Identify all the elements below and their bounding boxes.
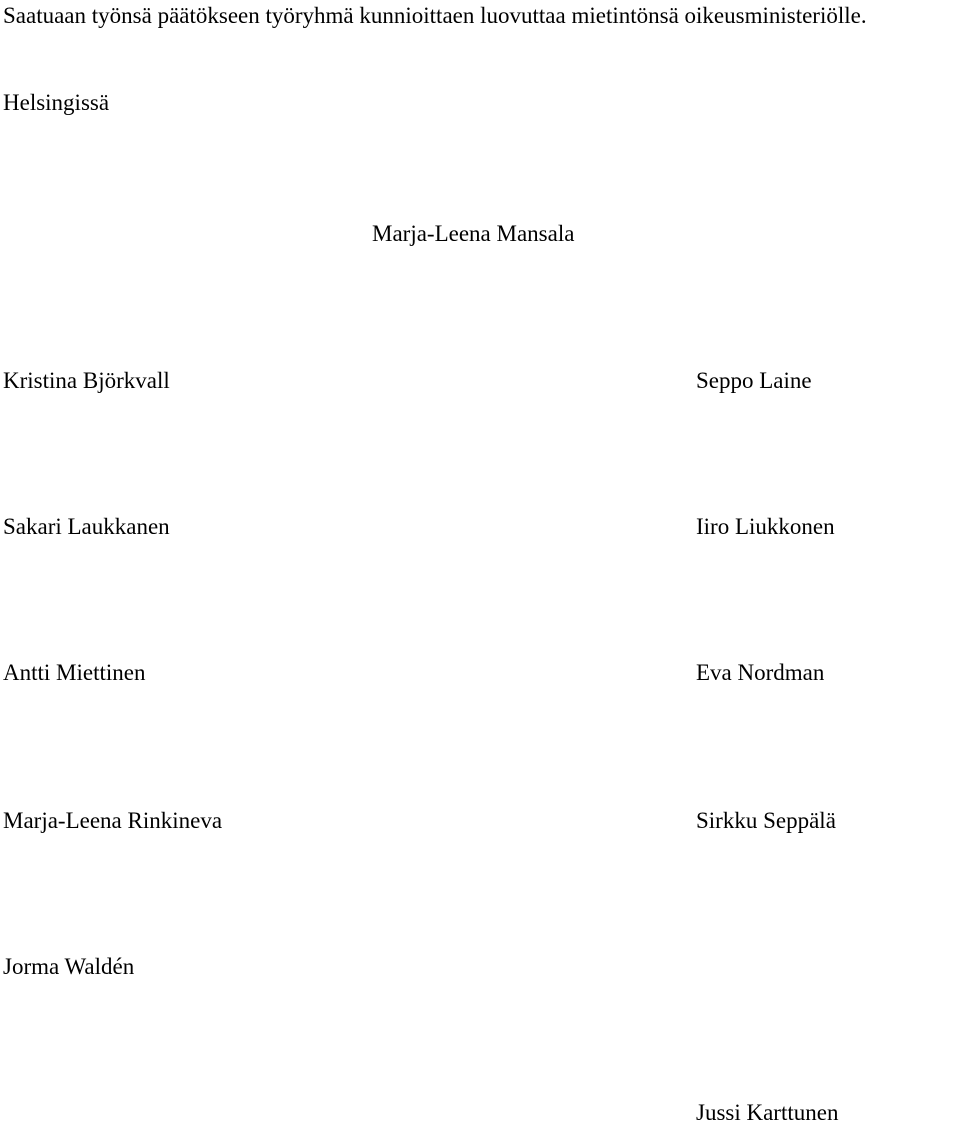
signatory-name: Jussi Karttunen	[696, 1100, 839, 1125]
signatory-name: Antti Miettinen	[3, 660, 146, 685]
signing-place: Helsingissä	[3, 90, 110, 115]
signatory-name: Kristina Björkvall	[3, 368, 170, 393]
signatory-name: Sakari Laukkanen	[3, 514, 170, 539]
signatory-name: Marja-Leena Rinkineva	[3, 808, 223, 833]
signatory-name: Sirkku Seppälä	[696, 808, 836, 833]
signatory-name: Eva Nordman	[696, 660, 825, 685]
signatory-name: Jorma Waldén	[3, 954, 135, 979]
chair-signature: Marja-Leena Mansala	[372, 221, 575, 246]
intro-statement: Saatuaan työnsä päätökseen työryhmä kunnioittaen luovuttaa mietintönsä oikeusministeriölle.	[3, 3, 867, 28]
signatory-name: Iiro Liukkonen	[696, 514, 835, 539]
signatory-name: Seppo Laine	[696, 368, 812, 393]
